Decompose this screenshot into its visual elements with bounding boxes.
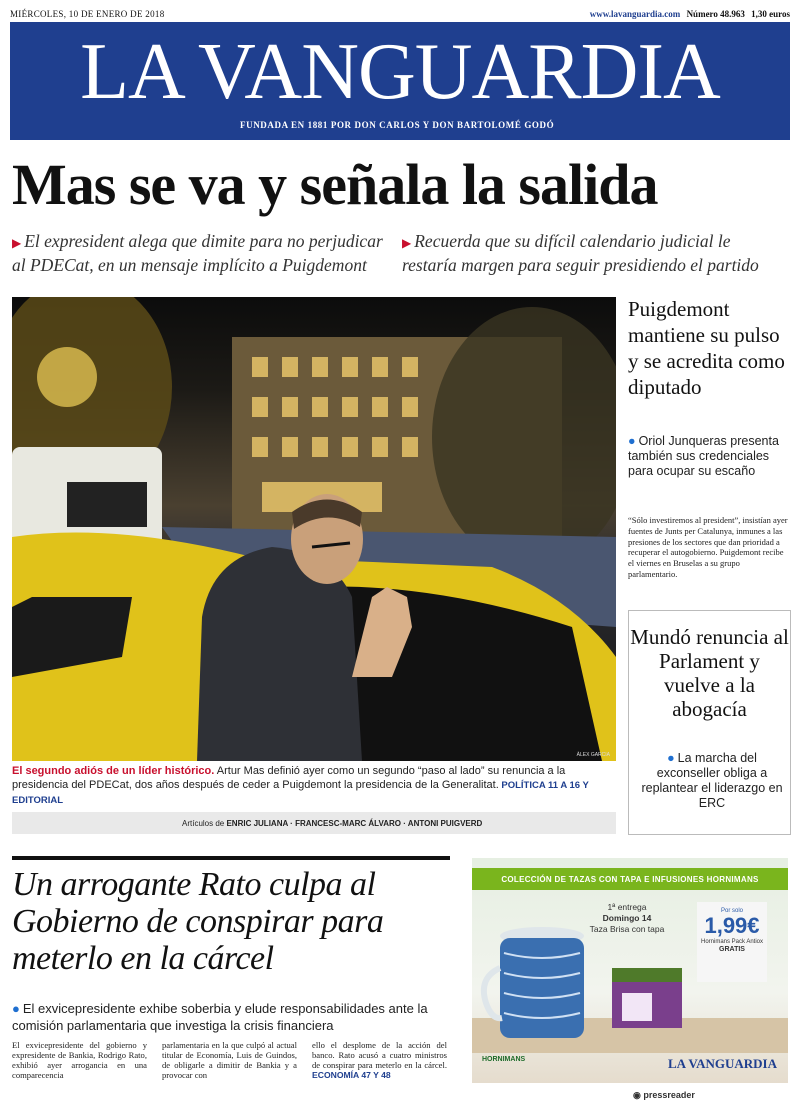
issue-number: Número 48.963: [686, 9, 745, 19]
photo-caption: [12, 764, 616, 808]
articles-byline: Artículos de ENRIC JULIANA · FRANCESC-MARC ÁLVARO · ANTONI PUIGVERD: [12, 812, 616, 834]
issue-info: [586, 9, 790, 19]
hornimans-logo: HORNIMANS: [482, 1056, 526, 1063]
newspaper-logo: LA VANGUARDIA: [80, 28, 720, 116]
main-headline[interactable]: Mas se va y señala la salida: [12, 152, 658, 217]
rato-column-2: parlamentaria en la que culpó al actual titular de Economía, Luis de Guindos, de obligarle a dimitir de Bankia y a provocar con: [162, 1040, 297, 1080]
ad-price: 1,99€: [704, 913, 760, 938]
section-rule: [12, 856, 450, 860]
top-bar: [10, 6, 790, 22]
puigdemont-bullet: ● Oriol Junqueras presenta también sus credenciales para ocupar su escaño: [628, 434, 779, 478]
issue-date: MIÉRCOLES, 10 DE ENERO DE 2018: [10, 9, 165, 19]
rato-column-1: El exvicepresidente del gobierno y expresidente de Bankia, Rodrigo Rato, exhibió ayer arrogancia en una comparecencia: [12, 1040, 147, 1080]
caption-text: Artur Mas definió ayer como un segundo “paso al lado” su renuncia a la presidencia del PDECat, dos años después de ceder a Puigdemont la presidencia de la Generalitat.: [12, 765, 566, 791]
main-subhead-right: ▶ Recuerda que su difícil calendario judicial le restaría margen para seguir presidiendo el partido: [402, 231, 759, 275]
rato-subhead: ● El exvicepresidente exhibe soberbia y elude responsabilidades ante la comisión parlamentaria que investiga la crisis financiera: [12, 1001, 428, 1033]
rato-section-link[interactable]: ECONOMÍA 47 Y 48: [312, 1070, 391, 1080]
rato-body: [12, 1040, 452, 1088]
pressreader-icon: ◉: [633, 1090, 644, 1100]
puigdemont-quote: “Sólo investiremos al president”, insistían ayer fuentes de Junts per Catalunya, inmunes a las presiones de los sectores que dan prioridad a recuperar el autogobierno. Puigdemont recibe el viernes en Bruselas a su grupo parlamentario.: [628, 515, 788, 579]
ad-delivery-info: 1ª entrega Domingo 14 Taza Brisa con tapa: [589, 902, 665, 934]
pressreader-logo: ◉ pressreader: [633, 1090, 695, 1100]
triangle-bullet-icon: ▶: [12, 236, 22, 250]
issue-price: 1,30 euros: [751, 9, 790, 19]
photo-illustration: [12, 297, 616, 761]
masthead: [10, 22, 790, 140]
photo-credit: ÀLEX GARCIA: [576, 752, 610, 758]
ad-price-box: Por solo 1,99€ Hornimans Pack Antiox GRATIS: [697, 902, 767, 982]
rato-column-3: ello el desplome de la acción del banco. Rato acusó a cuatro ministros de conspirar para meterlo en la cárcel. ECONOMÍA 47 Y 48: [312, 1040, 447, 1080]
mundo-bullet: ● La marcha del exconseller obliga a replantear el liderazgo en ERC: [641, 751, 783, 810]
caption-section-link[interactable]: POLÍTICA 11 A 16 Y EDITORIAL: [12, 780, 589, 806]
mundo-box: [628, 610, 791, 835]
bullet-dot-icon: ●: [12, 1001, 20, 1016]
puigdemont-headline[interactable]: Puigdemont mantiene su pulso y se acredita como diputado: [628, 297, 785, 399]
ad-title: COLECCIÓN DE TAZAS CON TAPA E INFUSIONES HORNIMANS: [472, 868, 788, 890]
rato-headline[interactable]: Un arrogante Rato culpa al Gobierno de conspirar para meterlo en la cárcel: [12, 866, 384, 977]
bullet-dot-icon: ●: [667, 751, 675, 765]
site-link[interactable]: www.lavanguardia.com: [589, 9, 681, 19]
byline-authors: ENRIC JULIANA · FRANCESC-MARC ÁLVARO · ANTONI PUIGVERD: [226, 819, 483, 828]
caption-lead: El segundo adiós de un líder histórico.: [12, 765, 215, 777]
mundo-headline[interactable]: Mundó renuncia al Parlament y vuelve a la abogacía: [630, 625, 789, 721]
founded-line: FUNDADA EN 1881 POR DON CARLOS Y DON BARTOLOMÉ GODÓ: [240, 120, 555, 130]
main-subhead-left: ▶ El expresident alega que dimite para no perjudicar al PDECat, en un mensaje implícito a Puigdemont: [12, 231, 383, 275]
hornimans-ad[interactable]: [472, 858, 788, 1083]
main-photo[interactable]: [12, 297, 616, 761]
bullet-dot-icon: ●: [628, 434, 636, 448]
ad-newspaper-logo: LA VANGUARDIA: [668, 1056, 777, 1071]
triangle-bullet-icon: ▶: [402, 236, 412, 250]
